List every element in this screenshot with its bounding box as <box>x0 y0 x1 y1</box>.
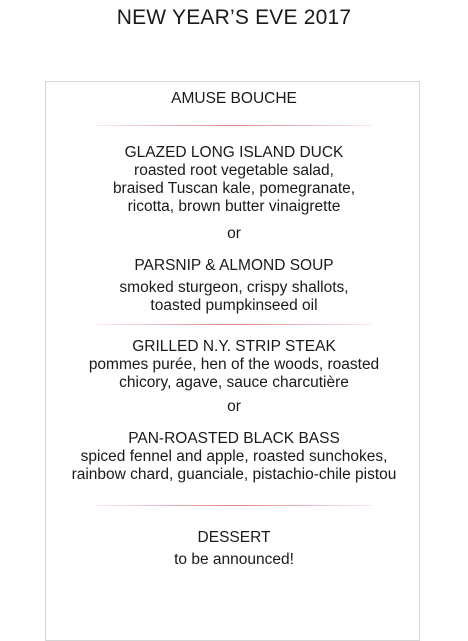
page-title: NEW YEAR’S EVE 2017 <box>116 6 352 29</box>
or-separator-1: or <box>227 225 241 242</box>
divider-1 <box>95 125 372 126</box>
divider-3 <box>95 505 372 506</box>
bass-course-name: PAN-ROASTED BLACK BASS <box>128 430 340 447</box>
dessert-heading: DESSERT <box>197 529 271 546</box>
steak-course-name: GRILLED N.Y. STRIP STEAK <box>132 338 336 355</box>
soup-desc-line-2: toasted pumpkinseed oil <box>150 297 318 314</box>
duck-desc-line-1: roasted root vegetable salad, <box>134 162 334 179</box>
amuse-bouche-heading: AMUSE BOUCHE <box>171 90 297 107</box>
soup-course-name: PARSNIP & ALMOND SOUP <box>134 257 334 274</box>
steak-desc-line-1: pommes purée, hen of the woods, roasted <box>88 356 380 373</box>
soup-desc-line-1: smoked sturgeon, crispy shallots, <box>119 279 349 296</box>
or-separator-2: or <box>227 398 241 415</box>
steak-desc-line-2: chicory, agave, sauce charcutière <box>119 374 349 391</box>
divider-2 <box>95 324 372 325</box>
duck-course-name: GLAZED LONG ISLAND DUCK <box>124 144 344 161</box>
dessert-desc: to be announced! <box>174 551 294 568</box>
bass-desc-line-2: rainbow chard, guanciale, pistachio-chile pistou <box>71 466 397 483</box>
duck-desc-line-2: braised Tuscan kale, pomegranate, <box>112 180 356 197</box>
duck-desc-line-3: ricotta, brown butter vinaigrette <box>127 198 341 215</box>
bass-desc-line-1: spiced fennel and apple, roasted sunchokes, <box>80 448 388 465</box>
